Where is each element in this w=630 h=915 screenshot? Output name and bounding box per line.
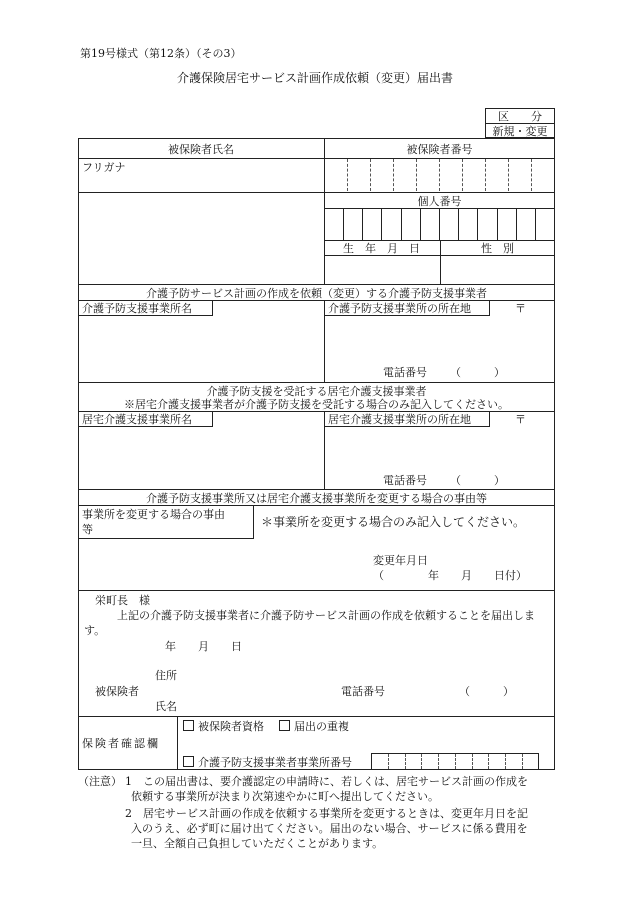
option-insured-qualification: 被保険者資格: [198, 720, 264, 733]
prevention-phone-label: 電話番号: [383, 366, 427, 379]
declarant-name-input[interactable]: [185, 697, 325, 713]
insured-name-input[interactable]: [80, 194, 322, 282]
form-number: 第19号様式（第12条）（その3）: [80, 47, 242, 60]
furigana-label: フリガナ: [82, 161, 126, 174]
insured-number-input[interactable]: [325, 159, 554, 191]
personal-number-label: 個人番号: [417, 195, 462, 208]
category-label: 区 分: [498, 110, 542, 123]
change-section-heading: 介護予防支援事業所又は居宅介護支援事業所を変更する場合の事由等: [146, 492, 487, 505]
prevention-office-address-label: 介護予防支援事業所の所在地: [328, 302, 471, 315]
note-2-line3: 一旦、全額自己負担していただくことがあります。: [131, 837, 384, 850]
change-date-label: 変更年月日: [373, 554, 428, 567]
category-value[interactable]: 新規・変更: [492, 125, 548, 138]
personal-number-input[interactable]: [325, 209, 554, 239]
declarant-name-label: 氏名: [155, 700, 177, 713]
declarant-insured-label: 被保険者: [95, 685, 139, 698]
home-care-office-name-label: 居宅介護支援事業所名: [82, 413, 192, 426]
option-duplicate-notification: 届出の重複: [294, 720, 349, 733]
prevention-phone-paren[interactable]: （ ）: [450, 366, 505, 379]
declarant-phone-paren[interactable]: （ ）: [459, 685, 514, 698]
gender-input[interactable]: [441, 256, 554, 283]
home-care-office-address-input[interactable]: [326, 429, 553, 469]
furigana-input[interactable]: [120, 159, 320, 191]
note-1-number: 1: [125, 775, 132, 788]
note-2-number: 2: [125, 807, 132, 820]
insurer-check-label: 保険者確認欄: [82, 737, 160, 750]
declaration-body-line1: 上記の介護予防支援事業者に介護予防サービス計画の作成を依頼することを届出しま: [117, 609, 535, 622]
declarant-address-input[interactable]: [185, 666, 325, 682]
prevention-office-name-input[interactable]: [80, 318, 322, 380]
change-reason-note: ＊事業所を変更する場合のみ記入してください。: [261, 515, 526, 529]
note-1-line2: 依頼する事業所が決まり次第速やかに町へ提出してください。: [131, 790, 439, 803]
option-office-number: 介護予防支援事業者事業所番号: [198, 756, 352, 769]
change-reason-input[interactable]: [80, 541, 360, 586]
change-reason-label-line1: 事業所を変更する場合の事由: [82, 508, 225, 521]
note-2-line1: 居宅サービス計画の作成を依頼する事業所を変更するときは、変更年月日を記: [143, 807, 528, 820]
note-2-line2: 入のうえ、必ず町に届け出てください。届出のない場合、サービスに係る費用を: [131, 822, 528, 835]
declaration-body-line2: す。: [84, 624, 106, 637]
insured-number-label: 被保険者番号: [406, 143, 473, 156]
checkbox-duplicate-notification[interactable]: [279, 720, 290, 731]
note-1-line1: この届出書は、要介護認定の申請時に、若しくは、居宅サービス計画の作成を: [143, 775, 528, 788]
prevention-section-heading: 介護予防サービス計画の作成を依頼（変更）する介護予防支援事業者: [146, 287, 487, 300]
birth-date-label: 生 年 月 日: [343, 242, 420, 255]
declaration-date[interactable]: 年 月 日: [165, 640, 242, 653]
change-date-input[interactable]: （ 年 月 日付）: [373, 569, 527, 582]
prevention-postal-mark: 〒: [515, 302, 526, 315]
notes-prefix: （注意）: [78, 775, 122, 788]
checkbox-insured-qualification[interactable]: [183, 720, 194, 731]
home-care-phone-paren[interactable]: （ ）: [450, 474, 505, 487]
insurer-check-options: [183, 720, 349, 732]
home-care-postal-mark: 〒: [515, 413, 526, 426]
declarant-address-label: 住所: [155, 669, 177, 682]
checkbox-office-number[interactable]: [183, 756, 194, 767]
home-care-office-name-input[interactable]: [80, 429, 322, 487]
form-title: 介護保険居宅サービス計画作成依頼（変更）届出書: [176, 71, 453, 85]
home-care-office-address-label: 居宅介護支援事業所の所在地: [328, 413, 471, 426]
insured-name-label: 被保険者氏名: [168, 143, 234, 156]
home-care-section-note: ※居宅介護支援事業者が介護予防支援を受託する場合のみ記入してください。: [124, 398, 509, 411]
home-care-phone-label: 電話番号: [383, 474, 427, 487]
declarant-phone-label: 電話番号: [341, 685, 385, 698]
prevention-office-name-label: 介護予防支援事業所名: [82, 302, 192, 315]
gender-label: 性 別: [481, 242, 514, 255]
prevention-office-address-input[interactable]: [326, 318, 553, 362]
change-reason-label-line2: 等: [82, 523, 93, 536]
home-care-section-heading: 介護予防支援を受託する居宅介護支援事業者: [206, 385, 427, 398]
addressee: 栄町長 様: [95, 594, 150, 607]
birth-date-input[interactable]: [325, 256, 439, 283]
